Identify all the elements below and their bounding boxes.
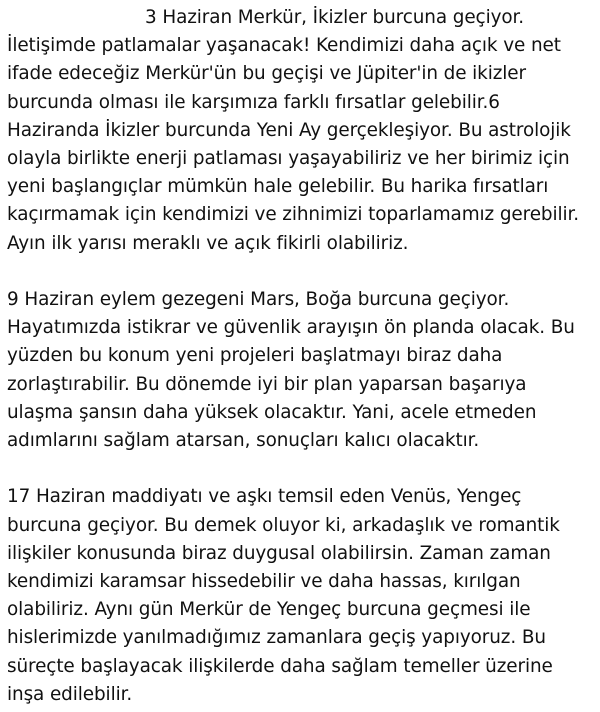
text-line: olayla birlikte enerji patlaması yaşayabiliriz ve her birimiz için: [7, 148, 570, 170]
text-line: 3 Haziran Merkür, İkizler burcuna geçiyor.: [145, 7, 525, 28]
text-line: 17 Haziran maddiyatı ve aşkı temsil eden Venüs, Yengeç: [7, 486, 522, 508]
text-line: süreçte başlayacak ilişkilerde daha sağlam temeller üzerine: [7, 655, 553, 677]
text-line: kendimizi karamsar hissedebilir ve daha hassas, kırılgan: [7, 571, 521, 593]
text-line: Haziranda İkizler burcunda Yeni Ay gerçekleşiyor. Bu astrolojik: [7, 119, 571, 141]
text-line: Ayın ilk yarısı meraklı ve açık fikirli olabiliriz.: [7, 232, 409, 254]
text-line: ilişkiler konusunda biraz duygusal olabilirsin. Zaman zaman: [7, 542, 551, 564]
text-line: zorlaştırabilir. Bu dönemde iyi bir plan yaparsan başarıya: [7, 373, 527, 395]
text-line: inşa edilebilir.: [7, 683, 133, 705]
text-line: ifade edeceğiz Merkür'ün bu geçişi ve Jüpiter'in de ikizler: [7, 63, 526, 85]
text-line: burcuna geçiyor. Bu demek oluyor ki, arkadaşlık ve romantik: [7, 514, 560, 536]
text-line: ulaşma şansın daha yüksek olacaktır. Yani, acele etmeden: [7, 401, 537, 423]
paragraph-venus-cancer: [7, 483, 592, 709]
text-line: Hayatımızda istikrar ve güvenlik arayışın ön planda olacak. Bu: [7, 317, 575, 339]
text-line: yüzden bu konum yeni projeleri başlatmayı biraz daha: [7, 345, 503, 367]
text-line: 9 Haziran eylem gezegeni Mars, Boğa burcuna geçiyor.: [7, 289, 510, 311]
text-line: olabiliriz. Aynı gün Merkür de Yengeç burcuna geçmesi ile: [7, 599, 531, 621]
paragraph-mercury-gemini: [7, 4, 592, 258]
text-line: İletişimde patlamalar yaşanacak! Kendimizi daha açık ve net: [7, 35, 561, 57]
text-line: adımlarını sağlam atarsan, sonuçları kalıcı olacaktır.: [7, 430, 480, 452]
paragraph-mars-taurus: [7, 286, 592, 455]
text-line: hislerimizde yanılmadığımız zamanlara geçiş yapıyoruz. Bu: [7, 627, 546, 649]
text-line: burcunda olması ile karşımıza farklı fırsatlar gelebilir.6: [7, 91, 500, 113]
text-line: kaçırmamak için kendimizi ve zihnimizi toparlamamız gerebilir.: [7, 204, 580, 226]
text-line: yeni başlangıçlar mümkün hale gelebilir. Bu harika fırsatları: [7, 176, 549, 198]
